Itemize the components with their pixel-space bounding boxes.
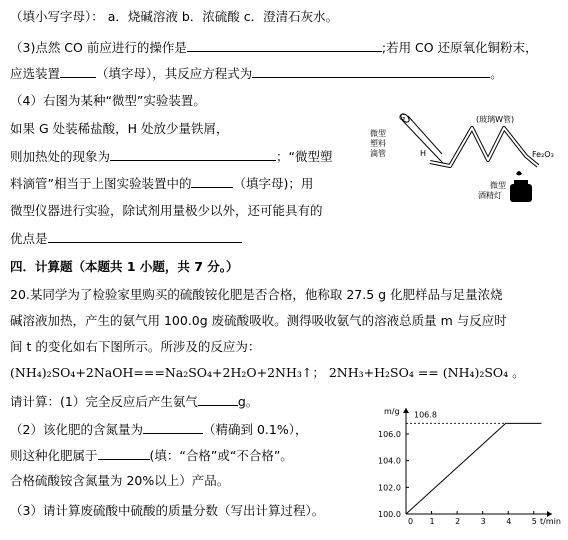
y-tick-label: 104.0: [378, 456, 401, 466]
q4-phenomenon-line: 则加热处的现象为 ；“微型塑: [10, 149, 333, 164]
q20-reaction-formula: (NH₄)₂SO₄+2NaOH===Na₂SO₄+2H₂O+2NH₃↑； 2NH₃+H₂SO₄ == (NH₄)₂SO₄ 。: [10, 365, 525, 380]
y-axis-label: m/g: [384, 407, 400, 416]
chart-ticks: [378, 430, 537, 526]
q20-sub1-line: 请计算：(1）完全反应后产生氨气 g。: [10, 394, 259, 409]
x-tick-label: 5: [531, 517, 537, 526]
chart-labels: [384, 407, 561, 526]
chart-axes: [403, 408, 552, 517]
q20-line-2: 碱溶液加热，产生的氨气用 100.0g 废硫酸吸收。测得吸收氨气的溶液总质量 m 与反应时: [10, 313, 507, 328]
x-tick-label: 2: [455, 517, 461, 526]
w-tube-icon: [430, 128, 538, 166]
x-axis-label: t/min: [540, 517, 561, 526]
x-tick-label: 4: [506, 517, 512, 526]
label-fe2o3: Fe₂O₃: [532, 150, 554, 159]
label-w-tube: (玻璃W管): [476, 115, 515, 124]
q4-intro-line: （4）右图为某种“微型”实验装置。: [10, 93, 206, 108]
label-lamp: 微型酒精灯: [478, 181, 506, 200]
y-axis-arrow: [403, 408, 409, 413]
mass-curve: [406, 423, 541, 514]
answer-blank-advantage[interactable]: [48, 229, 242, 243]
q3-options-line: [10, 8, 338, 26]
answer-blank-equation[interactable]: [252, 64, 490, 78]
answer-blank-ammonia-mass[interactable]: [198, 392, 238, 406]
micro-apparatus-diagram: [368, 112, 563, 220]
alcohol-lamp-icon: [510, 171, 532, 202]
x-tick-label: 3: [480, 517, 486, 526]
answer-blank-phenomenon[interactable]: [110, 147, 276, 161]
q4-advantage-line: 优点是: [10, 229, 242, 248]
answer-blank-nitrogen-content[interactable]: [143, 420, 203, 434]
q4-condition-line: 如果 G 处装稀盐酸，H 处放少量铁屑，: [10, 121, 229, 136]
answer-blank-device[interactable]: [60, 64, 96, 78]
origin-label: 0: [408, 517, 414, 526]
label-h: H: [420, 149, 427, 158]
max-annotation: 106.8: [414, 410, 437, 420]
q3-options-text: （填小写字母）： a．烧碱溶液 b．浓硫酸 c．澄清石灰水。: [10, 9, 339, 24]
q20-line-1: 20.某同学为了检验家里购买的硫酸铵化肥是否合格，他称取 27.5 g 化肥样品与足量浓烧: [10, 287, 503, 302]
q4-micro-line: 微型仪器进行实验，除试剂用量极少以外，还可能具有的: [10, 203, 323, 218]
q3-co-question-line: （3)点然 CO 前应进行的操作是 ;若用 CO 还原氧化铜粉末，: [10, 40, 538, 55]
label-g: G: [399, 113, 406, 122]
chart-series: [406, 423, 541, 514]
y-tick-label: 102.0: [378, 483, 401, 493]
q4-dropper-line: 料滴管”相当于上图实验装置中的 （填字母)；用: [10, 176, 314, 191]
section-4-heading: 四．计算题（本题共 1 小题，共 7 分。）: [10, 259, 239, 274]
label-dropper: 微型塑料滴管: [370, 129, 386, 158]
q20-line-3: 间 t 的变化如右下图所示。所涉及的反应为：: [10, 339, 261, 354]
q3-device-question-line: 应选装置 （填字母），其反应方程式为 。: [10, 66, 503, 81]
q20-sub2-line: （2）该化肥的含氮量为 （精确到 0.1%），: [10, 422, 308, 437]
answer-blank-dropper[interactable]: [191, 174, 233, 188]
q20-sub3-line: （3）请计算废硫酸中硫酸的质量分数（写出计算过程）。: [10, 503, 325, 518]
q20-sub2b-line: 则这种化肥属于 (填：“合格”或“不合格”。: [10, 448, 293, 463]
y-tick-label: 100.0: [378, 510, 401, 519]
mass-time-chart: [358, 404, 563, 536]
answer-blank-qualified[interactable]: [98, 446, 150, 460]
q20-sub2c-line: 合格硫酸铵含氮量为 20%以上）产品。: [10, 473, 230, 488]
x-tick-label: 1: [429, 517, 435, 526]
answer-blank-co-operation[interactable]: [187, 38, 382, 52]
y-tick-label: 106.0: [378, 430, 401, 439]
